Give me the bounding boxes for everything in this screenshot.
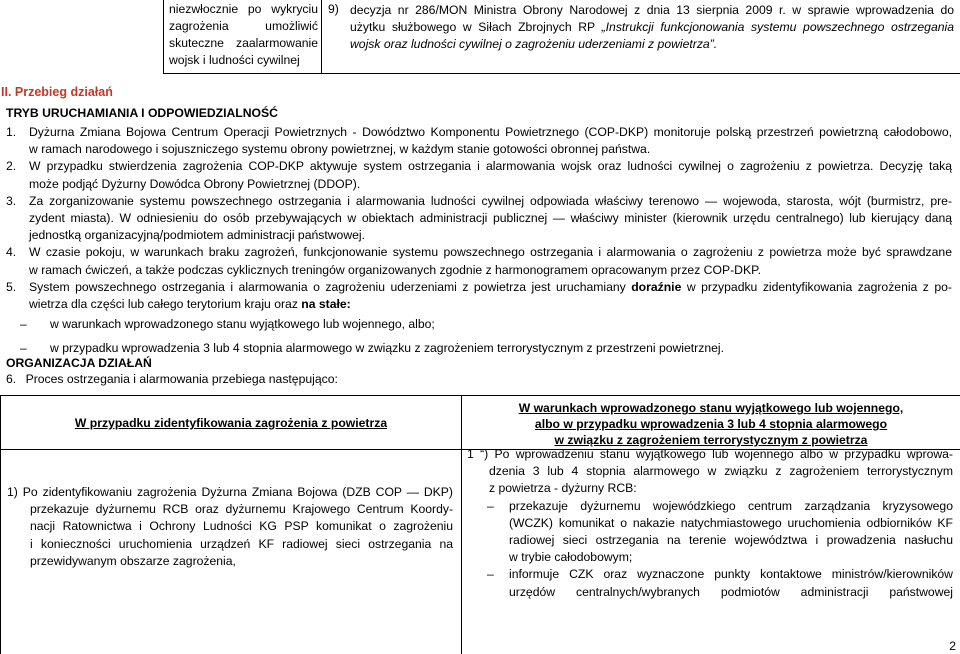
top-left-line: zagrożenia umożliwić (169, 19, 318, 33)
right-column-body (467, 446, 953, 601)
list-item-line: W przypadku stwierdzenia zagrożenia COP-DKP aktywuje system ostrzegania i alarmowania wojsk oraz ludności cywilnej o zagrożeniu z powietrza. Decyzję taką (29, 159, 952, 174)
list-item (6, 244, 952, 278)
list-item-number: 6. (6, 372, 17, 386)
part1-heading: TRYB URUCHAMIANIA I ODPOWIEDZIALNOŚĆ (6, 106, 278, 120)
page-number: 2 (949, 639, 956, 653)
right-column-header (462, 400, 960, 448)
left-column-body (7, 484, 453, 570)
dash-marker (20, 340, 27, 357)
list-item-line: w ramach ćwiczeń, a także podczas cyklicznych treningów organizowanych zgodnie z harmonogramem opracowanym przez COP-DKP. (29, 262, 762, 277)
list-item-line: wietrza dla części lub całego terytorium kraju oraz na stałe: (29, 296, 351, 311)
top-left-line: wojsk i ludności cywilnej (169, 53, 300, 67)
list-item-line: jednostką organizacyjną/podmiotem administracji państwowej. (29, 228, 366, 243)
list-item-number: 2. (6, 159, 17, 174)
part2-heading: ORGANIZACJA DZIAŁAŃ (6, 356, 152, 370)
right-header-line: W warunkach wprowadzonego stanu wyjątkowego lub wojennego, (518, 401, 904, 415)
right-body-line: (WCZK) komunikat o nakazie natychmiastowego uruchomienia odbiorników KF (509, 515, 953, 530)
section-title: II. Przebieg działań (1, 85, 113, 99)
top-right-line-a: użytku służbowego w Siłach Zbrojnych RP „Instrukcji funkcjonowania systemu powszechnego ostrzegania (350, 20, 954, 34)
dash-marker (487, 498, 494, 515)
top-right-italic-line: wojsk oraz ludności cywilnej o zagrożeniu uderzeniami z powietrza”. (350, 37, 718, 51)
right-body-line: dzenia 3 lub 4 stopnia alarmowego w związku z zagrożeniem terrorystycznym (489, 464, 953, 479)
list-item-line: W czasie pokoju, w warunkach braku zagrożeń, funkcjonowanie systemu powszechnego ostrzegania i alarmowania o zagrożeniu z powietrza może być sprawdzane (29, 245, 952, 260)
top-right-line (350, 36, 954, 53)
left-body-line: 1) Po zidentyfikowaniu zagrożenia Dyżurna Zmiana Bojowa (DZB COP — DKP) (7, 485, 453, 499)
left-body-line: i konieczności uruchomienia urządzeń KF radiowej sieci ostrzegania na (30, 536, 453, 551)
right-body-line: informuje CZK oraz wyznaczone punkty kontaktowe ministrów/kierowników (509, 567, 953, 582)
top-table (163, 0, 960, 74)
top-right-line (350, 19, 954, 36)
list-item (6, 158, 952, 192)
numbered-list (6, 124, 952, 361)
list-item-number: 5. (6, 279, 17, 294)
list-item-line: może podjąć Dyżurny Dowódca Obrony Powietrznej (DDOP). (29, 176, 361, 191)
left-body-line: nacji Ratownictwa i Ochrony Ludności KG PSP komunikat o zagrożeniu (30, 519, 453, 534)
list-item-line: w ramach narodowego i sojuszniczego systemu obrony powietrznej, w każdym stanie gotowości obronnej państwa. (29, 142, 651, 157)
list-item-line: System powszechnego ostrzegania i alarmowania o zagrożeniu uderzeniami z powietrza jest uruchamiany doraźnie w przypadku zidentyfikowania zagrożenia z po- (29, 279, 952, 294)
list-item-number: 3. (6, 193, 17, 208)
process-table (0, 395, 960, 654)
top-left-cell (164, 0, 322, 73)
list-item (6, 279, 952, 313)
list-item (6, 124, 952, 158)
top-right-cell (322, 0, 960, 73)
dash-text: w przypadku wprowadzenia 3 lub 4 stopnia alarmowego w związku z zagrożeniem terrorystycznym z przestrzeni powietrznej. (50, 341, 724, 356)
right-header-line: w związku z zagrożeniem terrorystycznym z powietrza (554, 433, 868, 447)
item-number: 9) (328, 2, 339, 16)
list-item-number: 1. (6, 125, 17, 139)
list-item-line: Za zorganizowanie systemu powszechnego ostrzegania i alarmowania ludności cywilnej odpowiada właściwy terenowo — wojewoda, starosta, wójt (burmistrz, pre- (29, 193, 952, 208)
left-body-line: przewidywanym obszarze zagrożenia, (30, 553, 236, 568)
left-column-header: W przypadku zidentyfikowania zagrożenia z powietrza (74, 416, 388, 430)
right-body-line: z powietrza - dyżurny RCB: (489, 481, 637, 496)
dash-text: w warunkach wprowadzonego stanu wyjątkowego lub wojennego, albo; (50, 317, 435, 332)
list-item-text: Proces ostrzegania i alarmowania przebiega następująco: (25, 372, 338, 386)
top-left-line: skuteczne zaalarmowanie (169, 36, 318, 50)
list-item-line: Dyżurna Zmiana Bojowa Centrum Operacji Powietrznych - Dowództwo Komponentu Powietrznego (COP-DKP) monitoruje polską przestrzeń powietrzną całodobowo, (29, 125, 952, 139)
left-body-line: przekazuje dyżurnemu RCB oraz dyżurnemu Krajowego Centrum Koordy- (30, 502, 453, 517)
top-left-line: niezwłocznie po wykryciu (169, 2, 318, 16)
list-item (6, 193, 952, 245)
list-item-line: zydent miasta). W odniesieniu do osób przebywających w obiektach administracji publicznej — właściwy minister (kierownik urzędu centralnego) lub kierujący daną (29, 210, 952, 225)
dash-marker (487, 566, 494, 583)
list-item-number: 4. (6, 245, 17, 260)
item-6 (6, 371, 338, 388)
right-dash-item (467, 498, 953, 567)
top-right-line: decyzja nr 286/MON Ministra Obrony Narodowej z dnia 13 sierpnia 2009 r. w sprawie wprowadzenia do (350, 3, 954, 17)
dash-marker (20, 316, 27, 333)
right-body-line: radiowej sieci ostrzegania na terenie województwa i prowadzenia nasłuchu (509, 533, 953, 548)
right-dash-item (467, 566, 953, 600)
right-body-line: w trybie całodobowym; (509, 550, 633, 565)
right-header-line: albo w przypadku wprowadzenia 3 lub 4 stopnia alarmowego (534, 417, 888, 431)
right-body-line: 1 “) Po wprowadzeniu stanu wyjątkowego lub wojennego albo w przypadku wprowa- (467, 447, 953, 461)
right-body-line: przekazuje dyżurnemu wojewódzkiego centrum zarządzania kryzysowego (509, 498, 953, 513)
dash-item (6, 313, 952, 337)
right-body-line: urzędów centralnych/wybranych podmiotów administracji państwowej (509, 584, 953, 599)
